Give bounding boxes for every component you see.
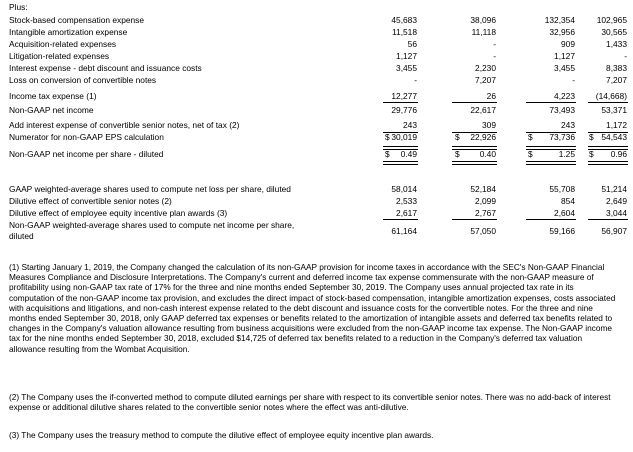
table-row	[0, 40, 633, 50]
double-underline	[383, 146, 418, 150]
underline	[526, 102, 576, 103]
cell-value: 38,096	[470, 15, 496, 25]
underline	[452, 102, 497, 103]
cell-value: 2,649	[606, 196, 627, 206]
dollar-sign: $	[455, 149, 460, 159]
cell-value: 12,277	[391, 91, 417, 101]
cell-value: 7,207	[606, 75, 627, 85]
cell-value: 243	[403, 120, 417, 130]
double-underline	[526, 146, 576, 150]
double-underline	[526, 161, 576, 165]
cell-value: 1,127	[396, 51, 417, 61]
double-underline	[588, 146, 628, 150]
row-label: Stock-based compensation expense	[9, 15, 145, 25]
table-row	[0, 133, 633, 143]
row-label: Dilutive effect of employee equity incentive plan awards (3)	[9, 208, 228, 218]
cell-value: 57,050	[470, 226, 496, 236]
row-label: Numerator for non-GAAP EPS calculation	[9, 132, 164, 142]
cell-value: 854	[561, 196, 575, 206]
dollar-sign: $	[528, 132, 533, 142]
double-underline	[588, 161, 628, 165]
cell-value: 309	[482, 120, 496, 130]
cell-value: 2,230	[475, 63, 496, 73]
cell-value: 29,776	[391, 105, 417, 115]
table-row	[0, 28, 633, 38]
row-label: Loss on conversion of convertible notes	[9, 75, 157, 85]
cell-value: 909	[561, 39, 575, 49]
cell-value: 1.25	[558, 149, 575, 159]
plus-heading-row	[0, 3, 633, 13]
row-label: Interest expense - debt discount and issuance costs	[9, 63, 202, 73]
row-label: Intangible amortization expense	[9, 27, 128, 37]
underline	[452, 132, 497, 133]
underline	[588, 102, 628, 103]
underline	[588, 219, 628, 220]
footnote-1: (1) Starting January 1, 2019, the Company changed the calculation of its non-GAAP provision for income taxes in accordance with the SEC's Non-GAAP Financial Measures Compliance and Disclosure Interpretations. The Company's current and deferred income tax expense commensurate with the non-GAAP measure of profitability using non-GAAP tax rate of 17% for the three and nine months ended September 30, 2019. The Company uses annual projected tax rate in its computation of the non-GAAP income tax provision, and excludes the direct impact of stock-based compensation, intangible amortization expenses, costs associated with acquisitions and litigations, and non-cash interest expense related to the debt discount and issuance costs for the convertible notes. For the three and nine months ended September 30, 2018, only GAAP deferred tax expenses or benefits related to the amortization of intangible assets and deferred tax benefits related to changes in the Company's valuation allowance resulting from business acquisitions were excluded from the non-GAAP income tax expense. The Non-GAAP income tax for the nine months ended September 30, 2018, excluded $14,725 of deferred tax benefits related to a reduction in the Company's deferred tax valuation allowance resulting from the Wombat Acquisition.	[9, 262, 616, 354]
cell-value: 2,617	[396, 208, 417, 218]
table-row	[0, 221, 633, 245]
table-row	[0, 209, 633, 219]
cell-value: 52,184	[470, 184, 496, 194]
dollar-sign: $	[455, 132, 460, 142]
table-row	[0, 121, 633, 131]
row-label: diluted	[9, 231, 34, 241]
cell-value: -	[414, 75, 417, 85]
cell-value: 4,223	[554, 91, 575, 101]
underline	[383, 219, 418, 220]
footnote-3: (3) The Company uses the treasury method to compute the dilutive effect of employee equity incentive plan awards.	[9, 430, 434, 440]
cell-value: 2,767	[475, 208, 496, 218]
table-row	[0, 185, 633, 195]
cell-value: 22,926	[470, 132, 496, 142]
table-row	[0, 150, 633, 160]
cell-value: 0.40	[479, 149, 496, 159]
table-row	[0, 92, 633, 102]
table-row	[0, 197, 633, 207]
plus-heading: Plus:	[9, 2, 28, 12]
cell-value: 132,354	[544, 15, 575, 25]
row-label: Income tax expense (1)	[9, 91, 97, 101]
cell-value: 2,533	[396, 196, 417, 206]
cell-value: 51,214	[601, 184, 627, 194]
underline	[526, 219, 576, 220]
footnote-2: (2) The Company uses the if-converted method to compute diluted earnings per share with respect to its convertible senior notes. There was no add-back of interest expense or additional dilutive shares related to the convertible senior notes where the effect was anti-dilutive.	[9, 392, 611, 413]
cell-value: 45,683	[391, 15, 417, 25]
row-label: Non-GAAP weighted-average shares used to compute net income per share,	[9, 220, 295, 230]
row-label: Litigation-related expenses	[9, 51, 110, 61]
cell-value: 56	[407, 39, 417, 49]
cell-value: 243	[561, 120, 575, 130]
cell-value: 2,604	[554, 208, 575, 218]
dollar-sign: $	[528, 149, 533, 159]
cell-value: 1,172	[606, 120, 627, 130]
dollar-sign: $	[385, 132, 390, 142]
double-underline	[383, 161, 418, 165]
table-row	[0, 64, 633, 74]
table-row	[0, 16, 633, 26]
cell-value: 30,019	[391, 132, 417, 142]
row-label: GAAP weighted-average shares used to compute net loss per share, diluted	[9, 184, 291, 194]
cell-value: 1,127	[554, 51, 575, 61]
row-label: Non-GAAP net income	[9, 105, 94, 115]
double-underline	[452, 146, 497, 150]
cell-value: 54,543	[601, 132, 627, 142]
dollar-sign: $	[385, 149, 390, 159]
underline	[452, 219, 497, 220]
cell-value: -	[572, 75, 575, 85]
cell-value: 3,455	[396, 63, 417, 73]
table-row	[0, 52, 633, 62]
cell-value: (14,668)	[595, 91, 627, 101]
cell-value: 11,518	[392, 27, 417, 37]
row-label: Acquisition-related expenses	[9, 39, 117, 49]
cell-value: 3,455	[554, 63, 575, 73]
underline	[383, 102, 418, 103]
underline	[383, 132, 418, 133]
table-row	[0, 76, 633, 86]
cell-value: 7,207	[475, 75, 496, 85]
cell-value: 22,617	[470, 105, 496, 115]
cell-value: 73,493	[549, 105, 575, 115]
double-underline	[452, 161, 497, 165]
cell-value: 26	[486, 91, 496, 101]
cell-value: 55,708	[549, 184, 575, 194]
cell-value: 2,099	[475, 196, 496, 206]
cell-value: 102,965	[596, 15, 627, 25]
cell-value: 56,907	[601, 226, 627, 236]
table-row	[0, 106, 633, 116]
cell-value: -	[624, 51, 627, 61]
dollar-sign: $	[589, 149, 594, 159]
cell-value: -	[493, 39, 496, 49]
dollar-sign: $	[589, 132, 594, 142]
row-label: Non-GAAP net income per share - diluted	[9, 149, 164, 159]
row-label: Dilutive effect of convertible senior notes (2)	[9, 196, 172, 206]
cell-value: 59,166	[549, 226, 575, 236]
cell-value: 61,164	[391, 226, 417, 236]
cell-value: 1,433	[606, 39, 627, 49]
cell-value: 53,371	[601, 105, 627, 115]
cell-value: 30,565	[601, 27, 627, 37]
row-label: Add interest expense of convertible senior notes, net of tax (2)	[9, 120, 240, 130]
cell-value: 11,118	[471, 27, 496, 37]
cell-value: 8,383	[606, 63, 627, 73]
underline	[526, 132, 576, 133]
underline	[588, 132, 628, 133]
cell-value: 58,014	[391, 184, 417, 194]
cell-value: 3,044	[606, 208, 627, 218]
cell-value: 32,956	[549, 27, 575, 37]
cell-value: -	[493, 51, 496, 61]
cell-value: 0.96	[610, 149, 627, 159]
cell-value: 0.49	[400, 149, 417, 159]
cell-value: 73,736	[549, 132, 575, 142]
